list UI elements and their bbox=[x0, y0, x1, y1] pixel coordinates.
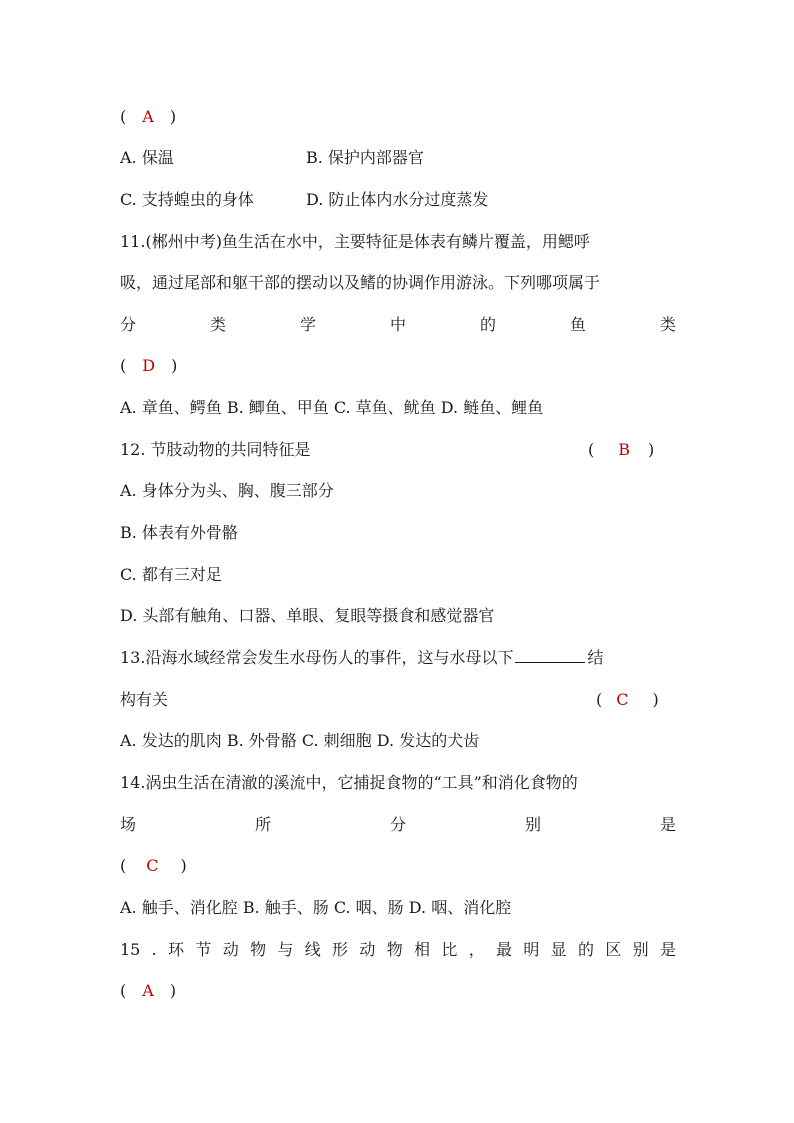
word: 动 bbox=[222, 940, 239, 959]
open-paren: ( bbox=[596, 690, 603, 709]
q12-option-b: B. 体表有外骨骼 bbox=[120, 523, 238, 542]
word: 显 bbox=[550, 940, 567, 959]
word: 动 bbox=[359, 940, 376, 959]
word: 别 bbox=[524, 815, 541, 834]
open-paren: ( bbox=[120, 356, 127, 375]
q10-answer-line bbox=[120, 102, 676, 132]
word: 的 bbox=[578, 940, 595, 959]
word: 所 bbox=[254, 815, 271, 834]
answer-letter: C bbox=[146, 856, 159, 875]
q13-stem-b: 结 bbox=[587, 648, 604, 667]
option-b: B. 保护内部器官 bbox=[306, 148, 424, 167]
word: 别 bbox=[632, 940, 649, 959]
close-paren: ) bbox=[169, 107, 177, 126]
word: 明 bbox=[523, 940, 540, 959]
word: 是 bbox=[659, 815, 676, 834]
q14-stem-line1: 14.涡虫生活在清澈的溪流中，它捕捉食物的“工具”和消化食物的 bbox=[120, 773, 578, 792]
word: 线 bbox=[304, 940, 321, 959]
word: 物 bbox=[250, 940, 267, 959]
close-paren: ) bbox=[180, 856, 187, 875]
word: 15 bbox=[120, 940, 141, 959]
q11-stem-line1: 11.(郴州中考)鱼生活在水中，主要特征是体表有鳞片覆盖，用鳃呼 bbox=[120, 232, 590, 251]
word: 鱼 bbox=[569, 315, 586, 334]
word: 分 bbox=[389, 815, 406, 834]
q12-option-a: A. 身体分为头、胸、腹三部分 bbox=[120, 481, 334, 500]
word: 的 bbox=[479, 315, 496, 334]
word: 类 bbox=[659, 315, 676, 334]
word: 最 bbox=[496, 940, 513, 959]
q11-options: A. 章鱼、鳄鱼 B. 鲫鱼、甲鱼 C. 草鱼、鱿鱼 D. 鲢鱼、鲤鱼 bbox=[120, 398, 544, 417]
q13-stem-line2 bbox=[120, 685, 676, 715]
close-paren: ) bbox=[652, 690, 659, 709]
word: 物 bbox=[386, 940, 403, 959]
close-paren: ) bbox=[648, 440, 655, 459]
q13-options: A. 发达的肌肉 B. 外骨骼 C. 刺细胞 D. 发达的犬齿 bbox=[120, 731, 480, 750]
word: 形 bbox=[332, 940, 349, 959]
word: 类 bbox=[209, 315, 226, 334]
q11-stem-line3 bbox=[120, 310, 676, 340]
answer-letter: B bbox=[618, 440, 631, 459]
q11-answer-line bbox=[120, 351, 676, 381]
q13-stem-line2-text: 构有关 bbox=[120, 690, 169, 709]
q14-stem-line2 bbox=[120, 810, 676, 840]
word: 场 bbox=[120, 815, 137, 834]
word: 学 bbox=[299, 315, 316, 334]
q13-answer bbox=[596, 685, 659, 715]
option-c: C. 支持蝗虫的身体 bbox=[120, 190, 254, 209]
q14-answer-line bbox=[120, 851, 676, 881]
q11-stem-line2: 吸，通过尾部和躯干部的摆动以及鳍的协调作用游泳。下列哪项属于 bbox=[120, 273, 601, 292]
word: ， bbox=[468, 940, 485, 959]
word: 区 bbox=[605, 940, 622, 959]
q12-option-d: D. 头部有触角、口器、单眼、复眼等摄食和感觉器官 bbox=[120, 606, 495, 625]
word: 节 bbox=[195, 940, 212, 959]
q13-stem-a: 13.沿海水域经常会发生水母伤人的事件，这与水母以下 bbox=[120, 648, 514, 667]
answer-letter: D bbox=[142, 356, 156, 375]
q12-answer bbox=[588, 435, 654, 465]
open-paren: ( bbox=[588, 440, 595, 459]
q14-options: A. 触手、消化腔 B. 触手、肠 C. 咽、肠 D. 咽、消化腔 bbox=[120, 898, 512, 917]
word: 是 bbox=[659, 940, 676, 959]
q15-answer-line bbox=[120, 976, 676, 1006]
q13-stem-line1 bbox=[120, 643, 676, 673]
q12-stem-text: 12. 节肢动物的共同特征是 bbox=[120, 440, 311, 459]
close-paren: ) bbox=[171, 356, 178, 375]
word: 环 bbox=[168, 940, 185, 959]
answer-letter: A bbox=[142, 107, 154, 126]
q15-stem-line1 bbox=[120, 935, 676, 965]
open-paren: ( bbox=[120, 856, 127, 875]
q10-options-row1 bbox=[120, 143, 676, 173]
word: 比 bbox=[441, 940, 458, 959]
fill-blank bbox=[515, 644, 585, 663]
open-paren: ( bbox=[120, 981, 127, 1000]
q10-options-row2 bbox=[120, 185, 676, 215]
option-d: D. 防止体内水分过度蒸发 bbox=[306, 190, 489, 209]
word: 分 bbox=[120, 315, 137, 334]
word: 中 bbox=[389, 315, 406, 334]
answer-letter: C bbox=[616, 690, 629, 709]
close-paren: ) bbox=[169, 981, 177, 1000]
word: . bbox=[151, 940, 157, 959]
word: 相 bbox=[414, 940, 431, 959]
open-paren: ( bbox=[120, 107, 127, 126]
answer-letter: A bbox=[142, 981, 154, 1000]
q12-stem bbox=[120, 435, 676, 465]
word: 与 bbox=[277, 940, 294, 959]
option-a: A. 保温 bbox=[120, 148, 174, 167]
q12-option-c: C. 都有三对足 bbox=[120, 565, 222, 584]
